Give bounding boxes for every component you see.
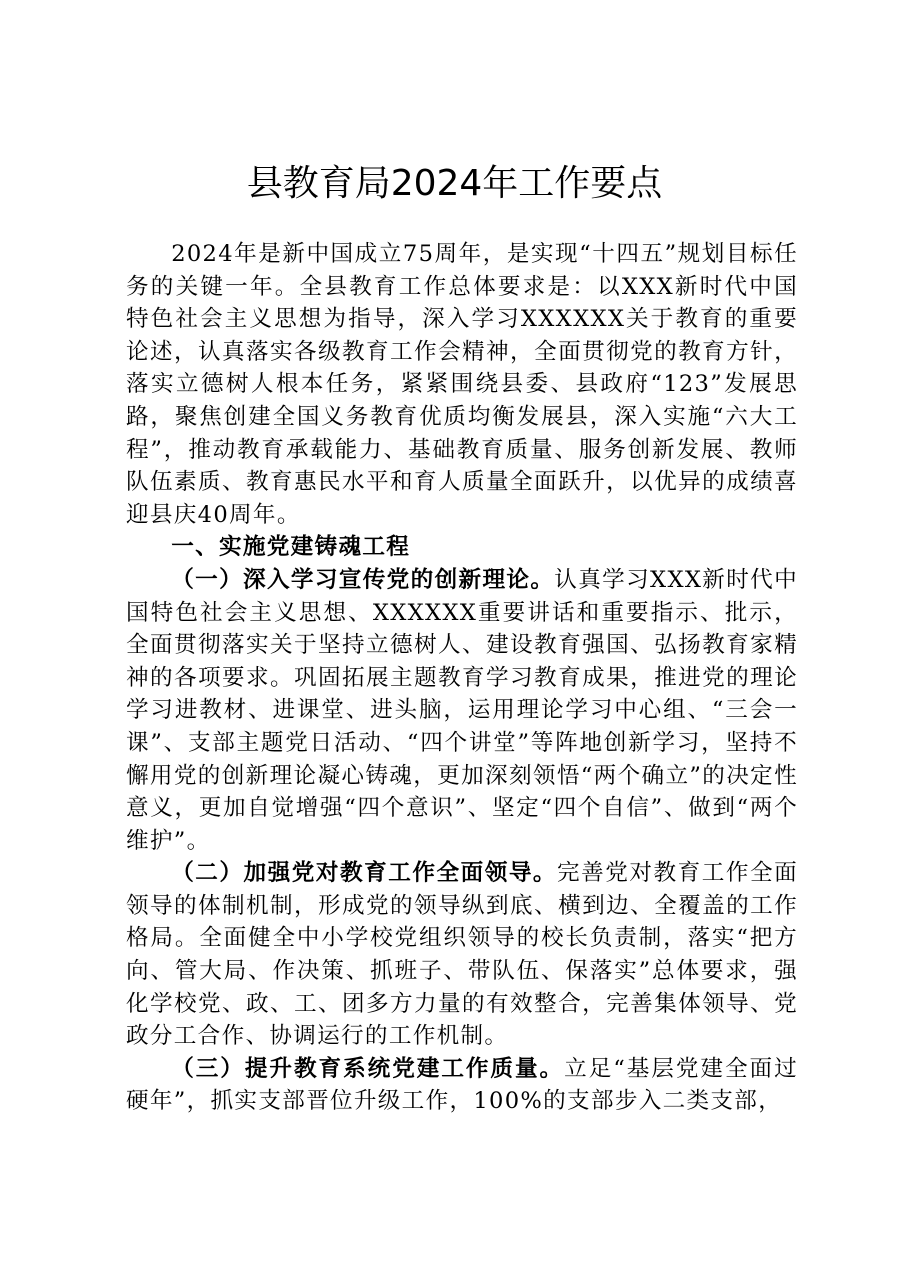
section-item-subhead: （一）深入学习宣传党的创新理论。 bbox=[171, 566, 555, 593]
section-item-1 bbox=[126, 564, 798, 857]
section-item-2 bbox=[126, 857, 798, 1053]
document-body bbox=[126, 238, 798, 1118]
section-item-subhead: （二）加强党对教育工作全面领导。 bbox=[171, 860, 558, 887]
section-item-subhead: （三）提升教育系统党建工作质量。 bbox=[171, 1055, 565, 1082]
intro-paragraph: 2024年是新中国成立75周年，是实现“十四五”规划目标任务的关键一年。全县教育工作总体要求是：以XXX新时代中国特色社会主义思想为指导，深入学习XXXXXX关于教育的重要论述，认真落实各级教育工作会精神，全面贯彻党的教育方针，落实立德树人根本任务，紧紧围绕县委、县政府“123”发展思路，聚焦创建全国义务教育优质均衡发展县，深入实施“六大工程”，推动教育承载能力、基础教育质量、服务创新发展、教师队伍素质、教育惠民水平和育人质量全面跃升，以优异的成绩喜迎县庆40周年。 bbox=[126, 241, 798, 528]
document-title: 县教育局2024年工作要点 bbox=[246, 163, 663, 204]
section-item-text: 认真学习XXX新时代中国特色社会主义思想、XXXXXX重要讲话和重要指示、批示，全面贯彻落实关于坚持立德树人、建设教育强国、弘扬教育家精神的各项要求。巩固拓展主题教育学习教育成果，推进党的理论学习进教材、进课堂、进头脑，运用理论学习中心组、“三会一课”、支部主题党日活动、“四个讲堂”等阵地创新学习，坚持不懈用党的创新理论凝心铸魂，更加深刻领悟“两个确立”的决定性意义，更加自觉增强“四个意识”、坚定“四个自信”、做到“两个维护”。 bbox=[126, 566, 798, 854]
section-item-text: 完善党对教育工作全面领导的体制机制，形成党的领导纵到底、横到边、全覆盖的工作格局。全面健全中小学校党组织领导的校长负责制，落实“把方向、管大局、作决策、抓班子、带队伍、保落实”总体要求，强化学校党、政、工、团多方力量的有效整合，完善集体领导、党政分工合作、协调运行的工作机制。 bbox=[126, 860, 798, 1050]
section-heading: 一、实施党建铸魂工程 bbox=[171, 534, 411, 561]
section-item-3 bbox=[126, 1053, 798, 1118]
section-item-text: 立足“基层党建全面过硬年”，抓实支部晋位升级工作，100%的支部步入二类支部， bbox=[126, 1055, 798, 1115]
